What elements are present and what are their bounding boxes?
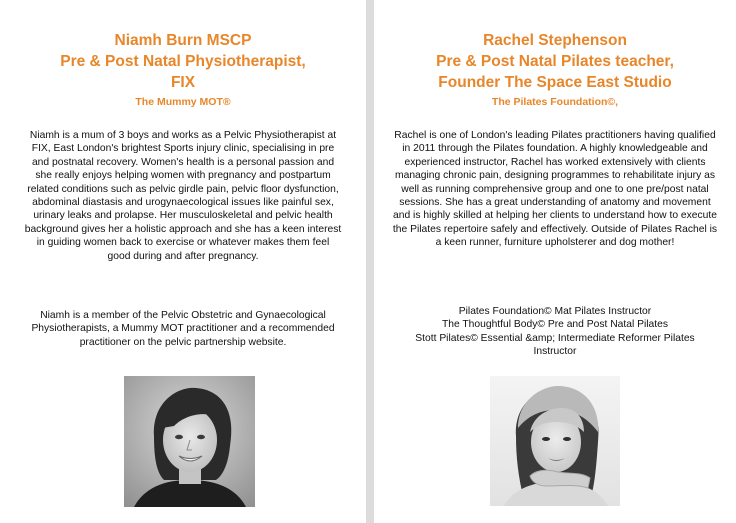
profile-role-line-1: Pre & Post Natal Physiotherapist, — [60, 53, 306, 70]
profile-organisation: The Pilates Foundation©, — [491, 96, 619, 108]
profile-name: Niamh Burn MSCP — [114, 32, 252, 49]
qualification-item: The Thoughtful Body© Pre and Post Natal Pilates — [441, 319, 669, 331]
profile-bio: Niamh is a mum of 3 boys and works as a Pelvic Physiotherapist at FIX, East London's brightest Sports injury clinic, specialising in pre and postnatal recovery. Women's health is a personal passion and she really enjoys helping women with pregnancy and postpartum related conditions such as pelvic girdle pain, pelvic floor dysfunction, abdominal diastasis and urogynaecological issues like painful sex, urinary leaks and prolapse. Her musculoskeletal and pelvic health background gives her a holistic approach and she has a keen interest in guiding women back to exercise or whatever makes them feel good during and after pregnancy. — [24, 130, 342, 262]
profile-photo-niamh — [124, 376, 255, 507]
profile-photo-rachel — [490, 376, 620, 506]
profile-role-line-2: Founder The Space East Studio — [438, 74, 672, 91]
right-header — [374, 30, 736, 109]
profile-bio-membership: Niamh is a member of the Pelvic Obstetric and Gynaecological Physiotherapists, a Mummy MOT practitioner and a recommended practitioner on the pelvic partnership website. — [31, 310, 335, 348]
profile-role-line-2: FIX — [170, 74, 196, 91]
profile-bio: Rachel is one of London's leading Pilates practitioners having qualified in 2011 through the Pilates foundation. A highly knowledgeable and experienced instructor, Rachel has worked extensively with clients managing chronic pain, designing programmes to rehabilitate injury as well as running comprehensive group and one to one pre/post natal sessions. She has a great understanding of anatomy and movement and is highly skilled at helping her clients to understand how to execute the Pilates repertoire safely and effectively. Outside of Pilates Rachel is a keen runner, furniture upholsterer and dog mother! — [392, 130, 718, 249]
page-gutter — [366, 0, 374, 523]
profile-name: Rachel Stephenson — [483, 32, 627, 49]
profile-role-line-1: Pre & Post Natal Pilates teacher, — [436, 53, 674, 70]
qualification-item: Stott Pilates© Essential &amp; Intermediate Reformer Pilates Instructor — [415, 332, 695, 358]
left-header — [0, 30, 366, 109]
qualification-item: Pilates Foundation© Mat Pilates Instructor — [458, 306, 652, 317]
profile-organisation: The Mummy MOT® — [135, 96, 231, 108]
qualifications-list — [404, 305, 706, 359]
